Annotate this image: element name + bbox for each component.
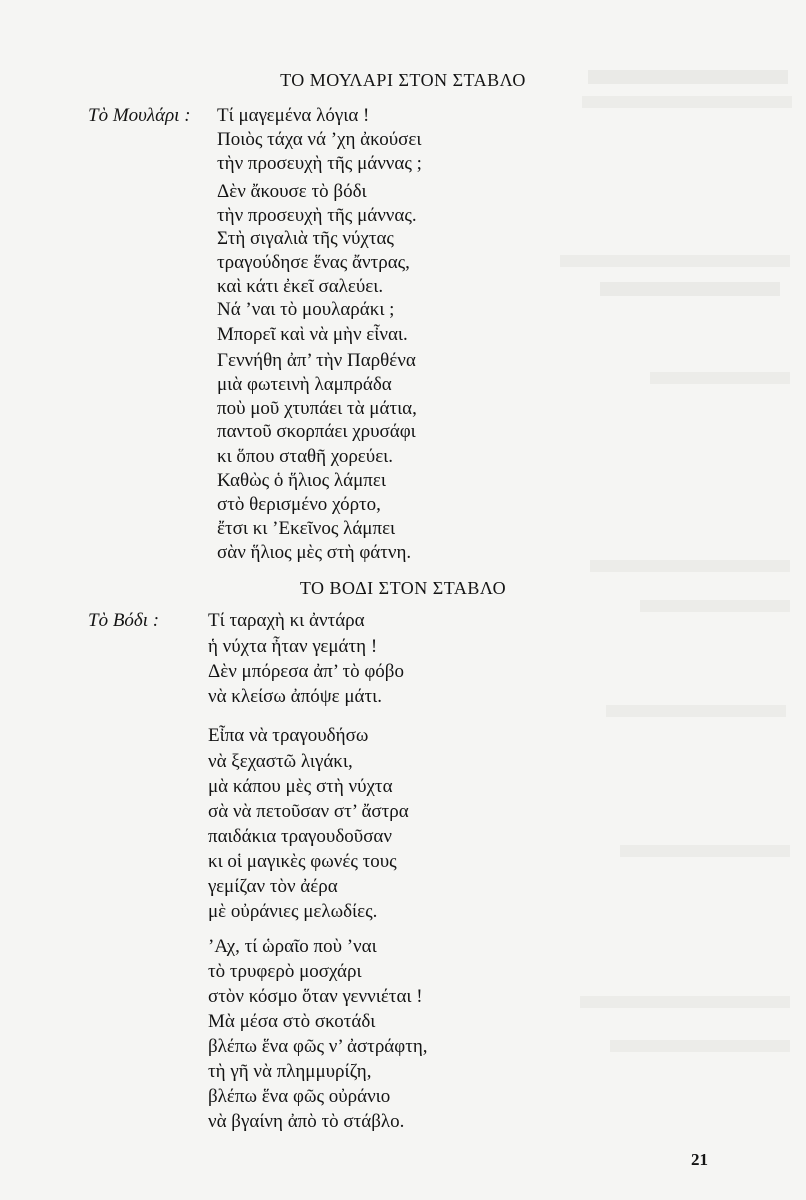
poem-line: Μπορεῖ καὶ νὰ μὴν εἶναι. xyxy=(217,324,408,345)
poem-line: στὸν κόσμο ὅταν γεννιέται ! xyxy=(208,986,423,1007)
poem-line: Τί μαγεμένα λόγια ! xyxy=(217,105,370,126)
poem-line: Δὲν μπόρεσα ἀπ’ τὸ φόβο xyxy=(208,661,404,682)
poem-line: παιδάκια τραγουδοῦσαν xyxy=(208,826,392,847)
poem-line: Στὴ σιγαλιὰ τῆς νύχτας xyxy=(217,228,394,249)
poem-line: Τί ταραχὴ κι ἀντάρα xyxy=(208,610,365,631)
poem-line: τὸ τρυφερὸ μοσχάρι xyxy=(208,961,362,982)
poem-line: βλέπω ἕνα φῶς ν’ ἀστράφτη, xyxy=(208,1036,428,1057)
poem-line: Μὰ μέσα στὸ σκοτάδι xyxy=(208,1011,376,1032)
poem-line: σὰ νὰ πετοῦσαν στ’ ἄστρα xyxy=(208,801,409,822)
poem-line: ’Αχ, τί ὡραῖο ποὺ ’ναι xyxy=(208,936,377,957)
poem-line: νὰ βγαίνη ἀπὸ τὸ στάβλο. xyxy=(208,1111,405,1132)
speaker-ox: Τὸ Βόδι : xyxy=(88,610,160,631)
poem-line: τὴν προσευχὴ τῆς μάννας ; xyxy=(217,153,422,174)
poem-line: Εἶπα νὰ τραγουδήσω xyxy=(208,725,369,746)
speaker-mule: Τὸ Μουλάρι : xyxy=(88,105,191,126)
poem-line: Νά ’ναι τὸ μουλαράκι ; xyxy=(217,299,395,320)
poem-line: τὴν προσευχὴ τῆς μάννας. xyxy=(217,205,417,226)
poem-line: Καθὼς ὁ ἥλιος λάμπει xyxy=(217,470,386,491)
poem-line: κι ὅπου σταθῆ χορεύει. xyxy=(217,446,394,467)
poem-line: παντοῦ σκορπάει χρυσάφι xyxy=(217,421,416,442)
poem-line: καὶ κάτι ἐκεῖ σαλεύει. xyxy=(217,276,384,297)
poem-line: μιὰ φωτεινὴ λαμπράδα xyxy=(217,374,392,395)
poem-line: Γεννήθη ἀπ’ τὴν Παρθένα xyxy=(217,350,416,371)
poem-line: τὴ γῆ νὰ πλημμυρίζη, xyxy=(208,1061,372,1082)
poem-line: μὰ κάπου μὲς στὴ νύχτα xyxy=(208,776,393,797)
poem-line: τραγούδησε ἕνας ἄντρας, xyxy=(217,252,410,273)
section-title-ox: ΤΟ ΒΟΔΙ ΣΤΟΝ ΣΤΑΒΛΟ xyxy=(299,578,507,598)
section-title-mule: ΤΟ ΜΟΥΛΑΡΙ ΣΤΟΝ ΣΤΑΒΛΟ xyxy=(280,70,526,90)
poem-line: βλέπω ἕνα φῶς οὐράνιο xyxy=(208,1086,391,1107)
poem-line: μὲ οὐράνιες μελωδίες. xyxy=(208,901,378,922)
poem-line: νὰ ξεχαστῶ λιγάκι, xyxy=(208,751,353,772)
poem-line: νὰ κλείσω ἀπόψε μάτι. xyxy=(208,686,382,707)
poem-line: γεμίζαν τὸν ἀέρα xyxy=(208,876,338,897)
page-number: 21 xyxy=(691,1150,708,1169)
poem-line: ἡ νύχτα ἦταν γεμάτη ! xyxy=(208,636,378,657)
poem-line: ἔτσι κι ’Εκεῖνος λάμπει xyxy=(217,518,396,539)
poem-line: ποὺ μοῦ χτυπάει τὰ μάτια, xyxy=(217,398,417,419)
poem-line: Δὲν ἄκουσε τὸ βόδι xyxy=(217,181,367,202)
poem-line: κι οἱ μαγικὲς φωνές τους xyxy=(208,851,397,872)
poem-line: σὰν ἥλιος μὲς στὴ φάτνη. xyxy=(217,542,412,563)
poem-line: στὸ θερισμένο χόρτο, xyxy=(217,494,381,515)
poem-line: Ποιὸς τάχα νά ’χη ἀκούσει xyxy=(217,129,422,150)
